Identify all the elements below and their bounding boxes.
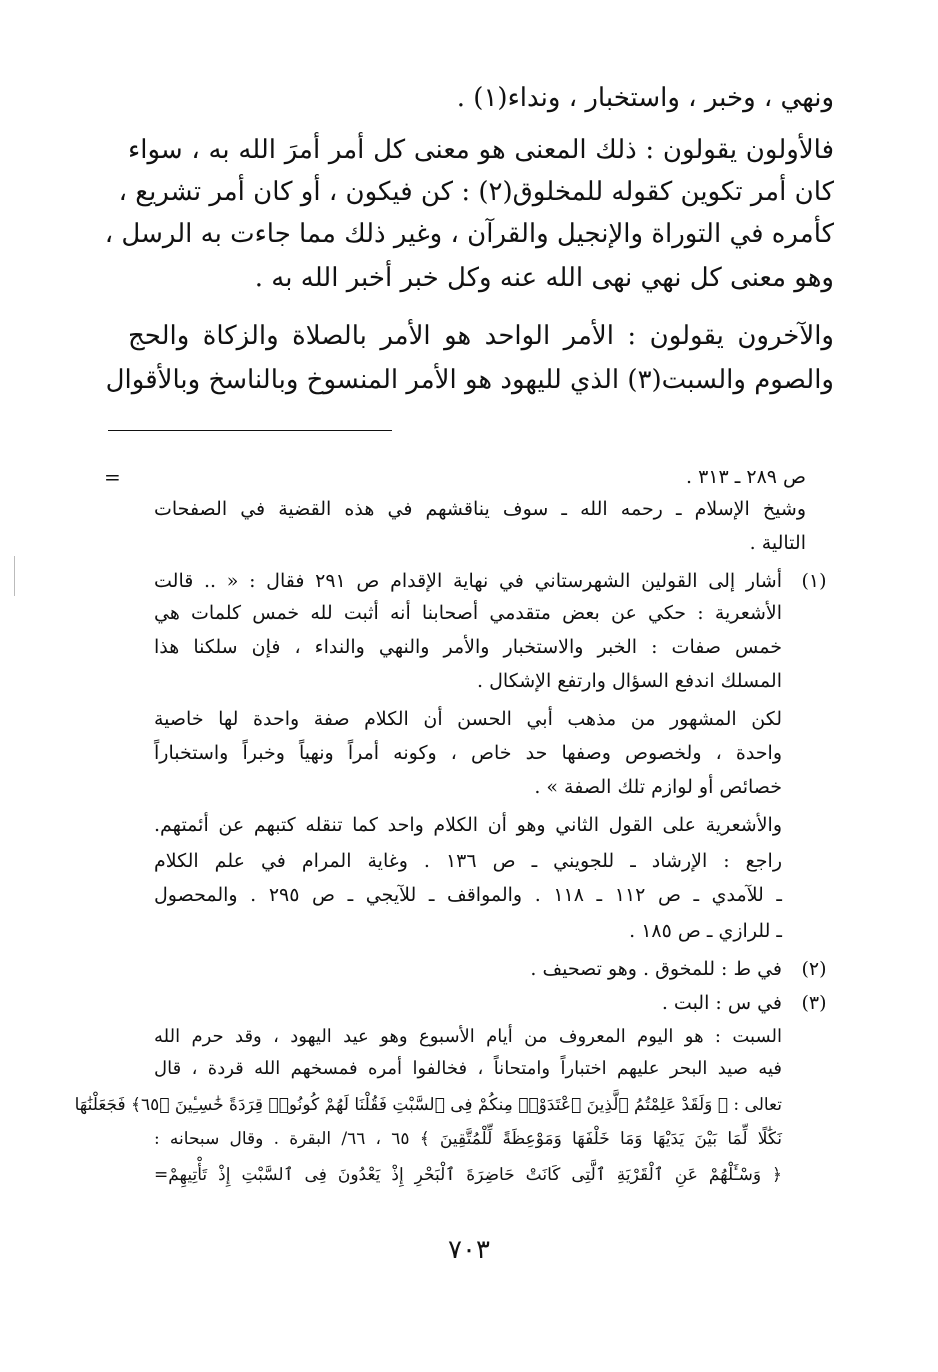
- footnote-3-line-5: نَكَٰلًا لِّمَا بَيْنَ يَدَيْهَا وَمَا خَلْفَهَا وَمَوْعِظَةً لِّلْمُتَّقِينَ ﴾ ٦٥ ، ٦٦/ البقرة . وقال سبحانه :: [154, 1129, 783, 1149]
- footnote-3-number: (٣): [801, 992, 827, 1014]
- footnote-continuation-line-2: وشيخ الإسلام ـ رحمه الله ـ سوف يناقشهم في هذه القضية في الصفحات: [154, 498, 806, 520]
- footnote-1-line-8: والأشعرية على القول الثاني وهو أن الكلام واحد كما تنقله كتبهم عن أئمتهم.: [154, 814, 782, 836]
- footnote-1-line-7: خصائص أو لوازم تلك الصفة » .: [534, 776, 782, 798]
- footnote-3-line-2: السبت : هو اليوم المعروف من أيام الأسبوع وهو عيد اليهود ، وقد حرم الله: [154, 1026, 782, 1047]
- footnote-2-number: (٢): [801, 958, 827, 980]
- main-line-1: ونهي ، وخبر ، واستخبار ، ونداء(١) .: [456, 83, 834, 113]
- main-line-2: فالأولون يقولون : ذلك المعنى هو معنى كل أمر أمرَ الله به ، سواء: [128, 135, 834, 165]
- footnote-1-line-5: لكن المشهور من مذهب أبي الحسن أن الكلام صفة واحدة لها خاصية: [154, 708, 782, 730]
- footnote-1-line-10: ـ للآمدي ـ ص ١١٢ ـ ١١٨ . والمواقف ـ للآيجي ـ ص ٢٩٥ . والمحصول: [154, 884, 782, 906]
- main-line-6: والآخرون يقولون : الأمر الواحد هو الأمر بالصلاة والزكاة والحج: [128, 321, 834, 351]
- footnote-3-line-1: في س : البت .: [661, 992, 782, 1014]
- footnote-continuation-line-3: التالية .: [749, 532, 806, 554]
- footnote-2-text: في ط : للمخوق . وهو تصحيف .: [530, 958, 782, 980]
- footnote-1-line-4: المسلك اندفع السؤال وارتفع الإشكال .: [477, 670, 782, 692]
- footnote-1-line-6: واحدة ، ولخصوص وصفها حد خاص ، وكونه أمراً ونهياً وخبراً واستخباراً: [154, 742, 782, 764]
- main-line-4: كأمره في التوراة والإنجيل والقرآن ، وغير ذلك مما جاءت به الرسل ،: [104, 219, 834, 249]
- footnote-continuation-line-1: ص ٢٨٩ ـ ٣١٣ .: [685, 466, 806, 488]
- page-number: ٧٠٣: [448, 1235, 490, 1265]
- footnote-1-line-9: راجع : الإرشاد ـ للجويني ـ ص ١٣٦ . وغاية المرام في علم الكلام: [154, 850, 782, 872]
- footnote-1-line-2: الأشعرية : حكي عن بعض متقدمي أصحابنا أنه أثبت لله خمس كلمات هي: [154, 602, 782, 624]
- footnote-1-line-11: ـ للرازي ـ ص ١٨٥ .: [629, 920, 782, 942]
- footnote-separator: [108, 430, 392, 431]
- main-line-3: كان أمر تكوين كقوله للمخلوق(٢) : كن فيكون ، أو كان أمر تشريع ،: [118, 177, 834, 207]
- main-line-5: وهو معنى كل نهي نهى الله عنه وكل خبر أخبر الله به .: [254, 263, 834, 293]
- footnote-3-line-3: فيه صيد البحر عليهم اختباراً وامتحاناً ، فخالفوا أمره فمسخهم الله قردة ، قال: [154, 1058, 782, 1079]
- footnote-1-number: (١): [801, 570, 827, 592]
- main-line-7: والصوم والسبت(٣) الذي لليهود هو الأمر المنسوخ وبالناسخ وبالأقوال: [105, 365, 834, 395]
- footnote-3-line-6: ﴿ وَسْـَٔلْهُمْ عَنِ ٱلْقَرْيَةِ ٱلَّتِى كَانَتْ حَاضِرَةَ ٱلْبَحْرِ إِذْ يَعْدُونَ فِى ٱلسَّبْتِ إِذْ تَأْتِيهِمْ=: [154, 1165, 782, 1185]
- footnote-3-line-4: تعالى : ﴿ وَلَقَدْ عَلِمْتُمُ ٱلَّذِينَ ٱعْتَدَوْا۟ مِنكُمْ فِى ٱلسَّبْتِ فَقُلْنَا لَهُمْ كُونُوا۟ قِرَدَةً خَٰسِـِٔينَ ﴿٦٥﴾ فَجَعَلْنَٰهَا: [74, 1095, 782, 1115]
- scan-edge-mark: [14, 556, 15, 596]
- continuation-mark: =: [104, 465, 121, 489]
- footnote-1-line-3: خمس صفات : الخبر والاستخبار والأمر والنهي والنداء ، فإن سلكنا هذا: [154, 636, 782, 658]
- footnote-1-line-1: أشار إلى القولين الشهرستاني في نهاية الإقدام ص ٢٩١ فقال : « .. قالت: [154, 570, 782, 592]
